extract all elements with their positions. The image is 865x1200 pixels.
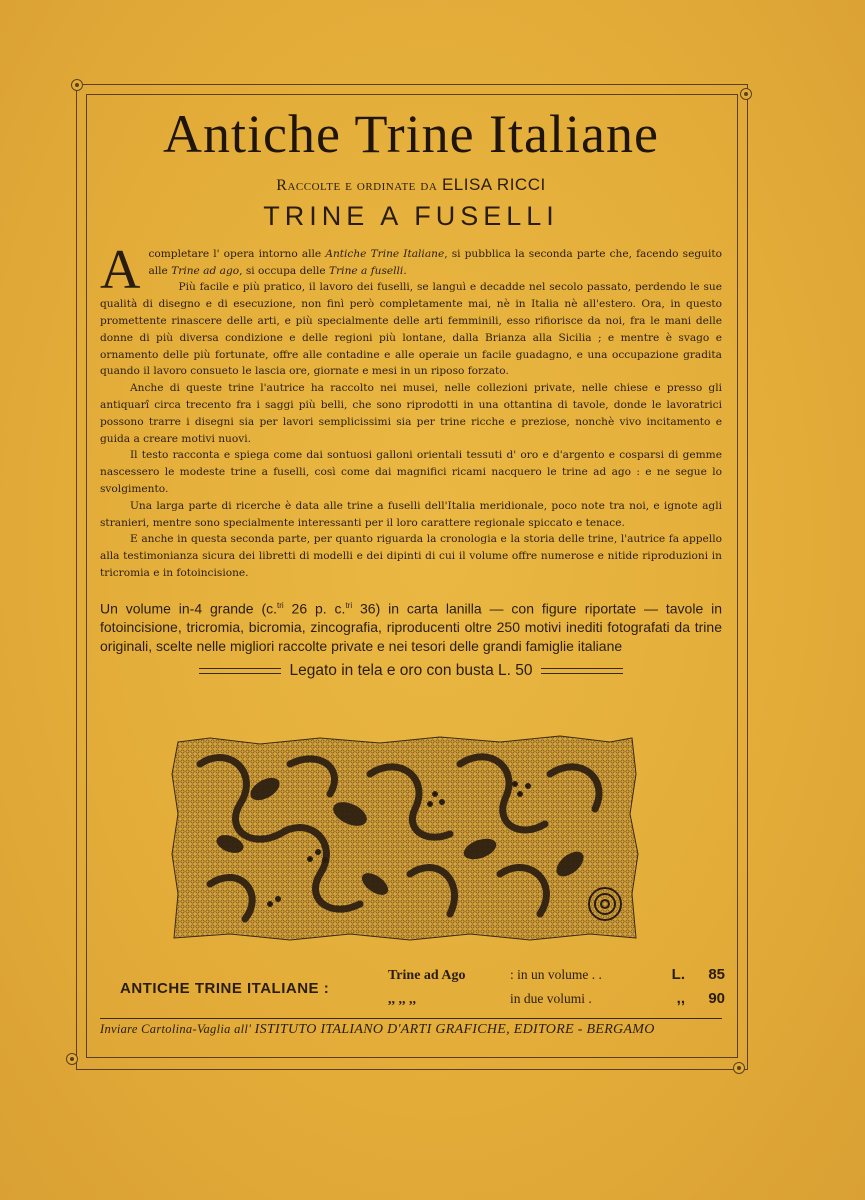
price-currency: L.: [671, 966, 685, 983]
footer-instruction: Inviare Cartolina-Vaglia all': [100, 1022, 255, 1036]
author-name: ELISA RICCI: [441, 174, 546, 194]
advertisement-content: [100, 98, 722, 680]
lace-illustration: [170, 734, 642, 942]
price-amount: 90: [708, 990, 725, 1007]
paragraph-6: E anche in questa seconda parte, per quanto riguarda la cronologia e la storia delle trine, l'autrice fa appello alla testimonianza sicura dei libretti di modelli e dei dipinti di cui il volume offre numerose e nitide riproduzioni in tricromia e in fotoincisione.: [100, 533, 722, 579]
volume-text-a: Un volume in-4 grande (c.: [100, 600, 278, 617]
paragraph-5: Una larga parte di ricerche è data alle trine a fuselli dell'Italia meridionale, poco note tra noi, e ignote agli stranieri, mentre sono specialmente interessanti per il loro carattere regionale spiccato e tenace.: [100, 499, 722, 529]
publisher-name: ISTITUTO ITALIANO D'ARTI GRAFICHE, EDITORE - BERGAMO: [254, 1022, 655, 1037]
binding-text: Legato in tela e oro con busta L. 50: [289, 662, 533, 680]
paragraph-2: Più facile e più pratico, il lavoro dei fuselli, se languì e decadde nel secolo passato, perdendo le sue qualità di disegno e di esecuzione, non finì però completamente mai, nè in Italia nè all'estero. Ora, in questo promettente rinascere delle arti, e più specialmente delle arti femminili, esso rifiorisce da noi, fra le mani delle donne di più diversa condizione e delle regioni più lontane, dalla Brianza alla Sicilia ; e mentre è svago e ornamento delle più fortunate, offre alle contadine e alle operaie un facile guadagno, e una occupazione gradita quando il lavoro consueto le lascia ore, giornate e mesi in un riposo forzato.: [100, 281, 722, 378]
publisher-footer: [100, 1022, 722, 1038]
price-desc: : in un volume . .: [510, 967, 602, 982]
price-amount: 85: [708, 966, 725, 983]
price-row: [388, 990, 725, 1008]
corner-ornament-icon: [733, 1062, 745, 1074]
volume-text-b: 26 p. c.: [283, 600, 346, 617]
corner-ornament-icon: [66, 1053, 78, 1065]
price-currency: ,,: [676, 990, 685, 1007]
price-label: ANTICHE TRINE ITALIANE :: [120, 980, 330, 997]
subtitle: [100, 175, 722, 195]
p1-text-b: , si pubblica la seconda parte che, facendo seguito alle: [148, 247, 722, 277]
price-list: [118, 966, 725, 1016]
corner-ornament-icon: [740, 88, 752, 100]
subtitle-prefix: Raccolte e ordinate da: [276, 176, 438, 194]
volume-sup-2: tri: [345, 600, 353, 610]
divider: [100, 1018, 722, 1019]
volume-sup-1: tri: [277, 600, 284, 610]
volume-description: [100, 596, 722, 657]
corner-ornament-icon: [71, 79, 83, 91]
paragraph-3: Anche di queste trine l'autrice ha raccolto nei musei, nelle collezioni private, nelle chiese e presso gli antiquarî circa trecento fra i saggi più belli, che sono riprodotti in una ottantina di tavole, donde le lavoratrici possono trarre i disegni sia per lavori semplicissimi sia per trine ricche e preziose, nonchè vivo incitamento e guida a creare motivi nuovi.: [100, 382, 722, 445]
p1-text-c: , si occupa delle: [239, 264, 330, 277]
p1-work-title-1: Antiche Trine Italiane: [325, 247, 445, 260]
volume-text-c: 36) in carta lanilla — con figure riportate — tavole in fotoincisione, tricromia, bicromia, zincografia, riproducenti oltre 250 motivi inediti fotografati da trine originali, scelte nelle migliori raccolte private e nei tesori delle grandi famiglie italiane: [100, 600, 722, 655]
paragraph-1: [100, 246, 722, 280]
price-item: ,, ,, ,,: [388, 992, 416, 1007]
section-heading: TRINE A FUSELLI: [263, 200, 559, 231]
p1-text-a: completare l' opera intorno alle: [148, 247, 326, 260]
divider: [199, 668, 281, 674]
paragraph-4: Il testo racconta e spiega come dai sontuosi galloni orientali tessuti d' oro e d'argento e cosparsi di gemme nascessero le modeste trine a fuselli, così come dai magnifici ricami nacquero le trine ad ago : e ne segue lo svolgimento.: [100, 449, 722, 495]
binding-line: [100, 662, 722, 680]
divider: [541, 668, 623, 674]
p1-work-title-2: Trine ad ago: [171, 264, 240, 277]
body-text: [100, 238, 722, 582]
p1-work-title-3: Trine a fuselli: [329, 264, 404, 277]
p1-text-end: .: [403, 264, 407, 277]
price-row: [388, 966, 725, 984]
page-title: Antiche Trine Italiane: [163, 104, 659, 164]
price-item: Trine ad Ago: [388, 968, 466, 983]
price-desc: in due volumi .: [510, 991, 592, 1006]
drop-cap: A: [100, 238, 141, 301]
